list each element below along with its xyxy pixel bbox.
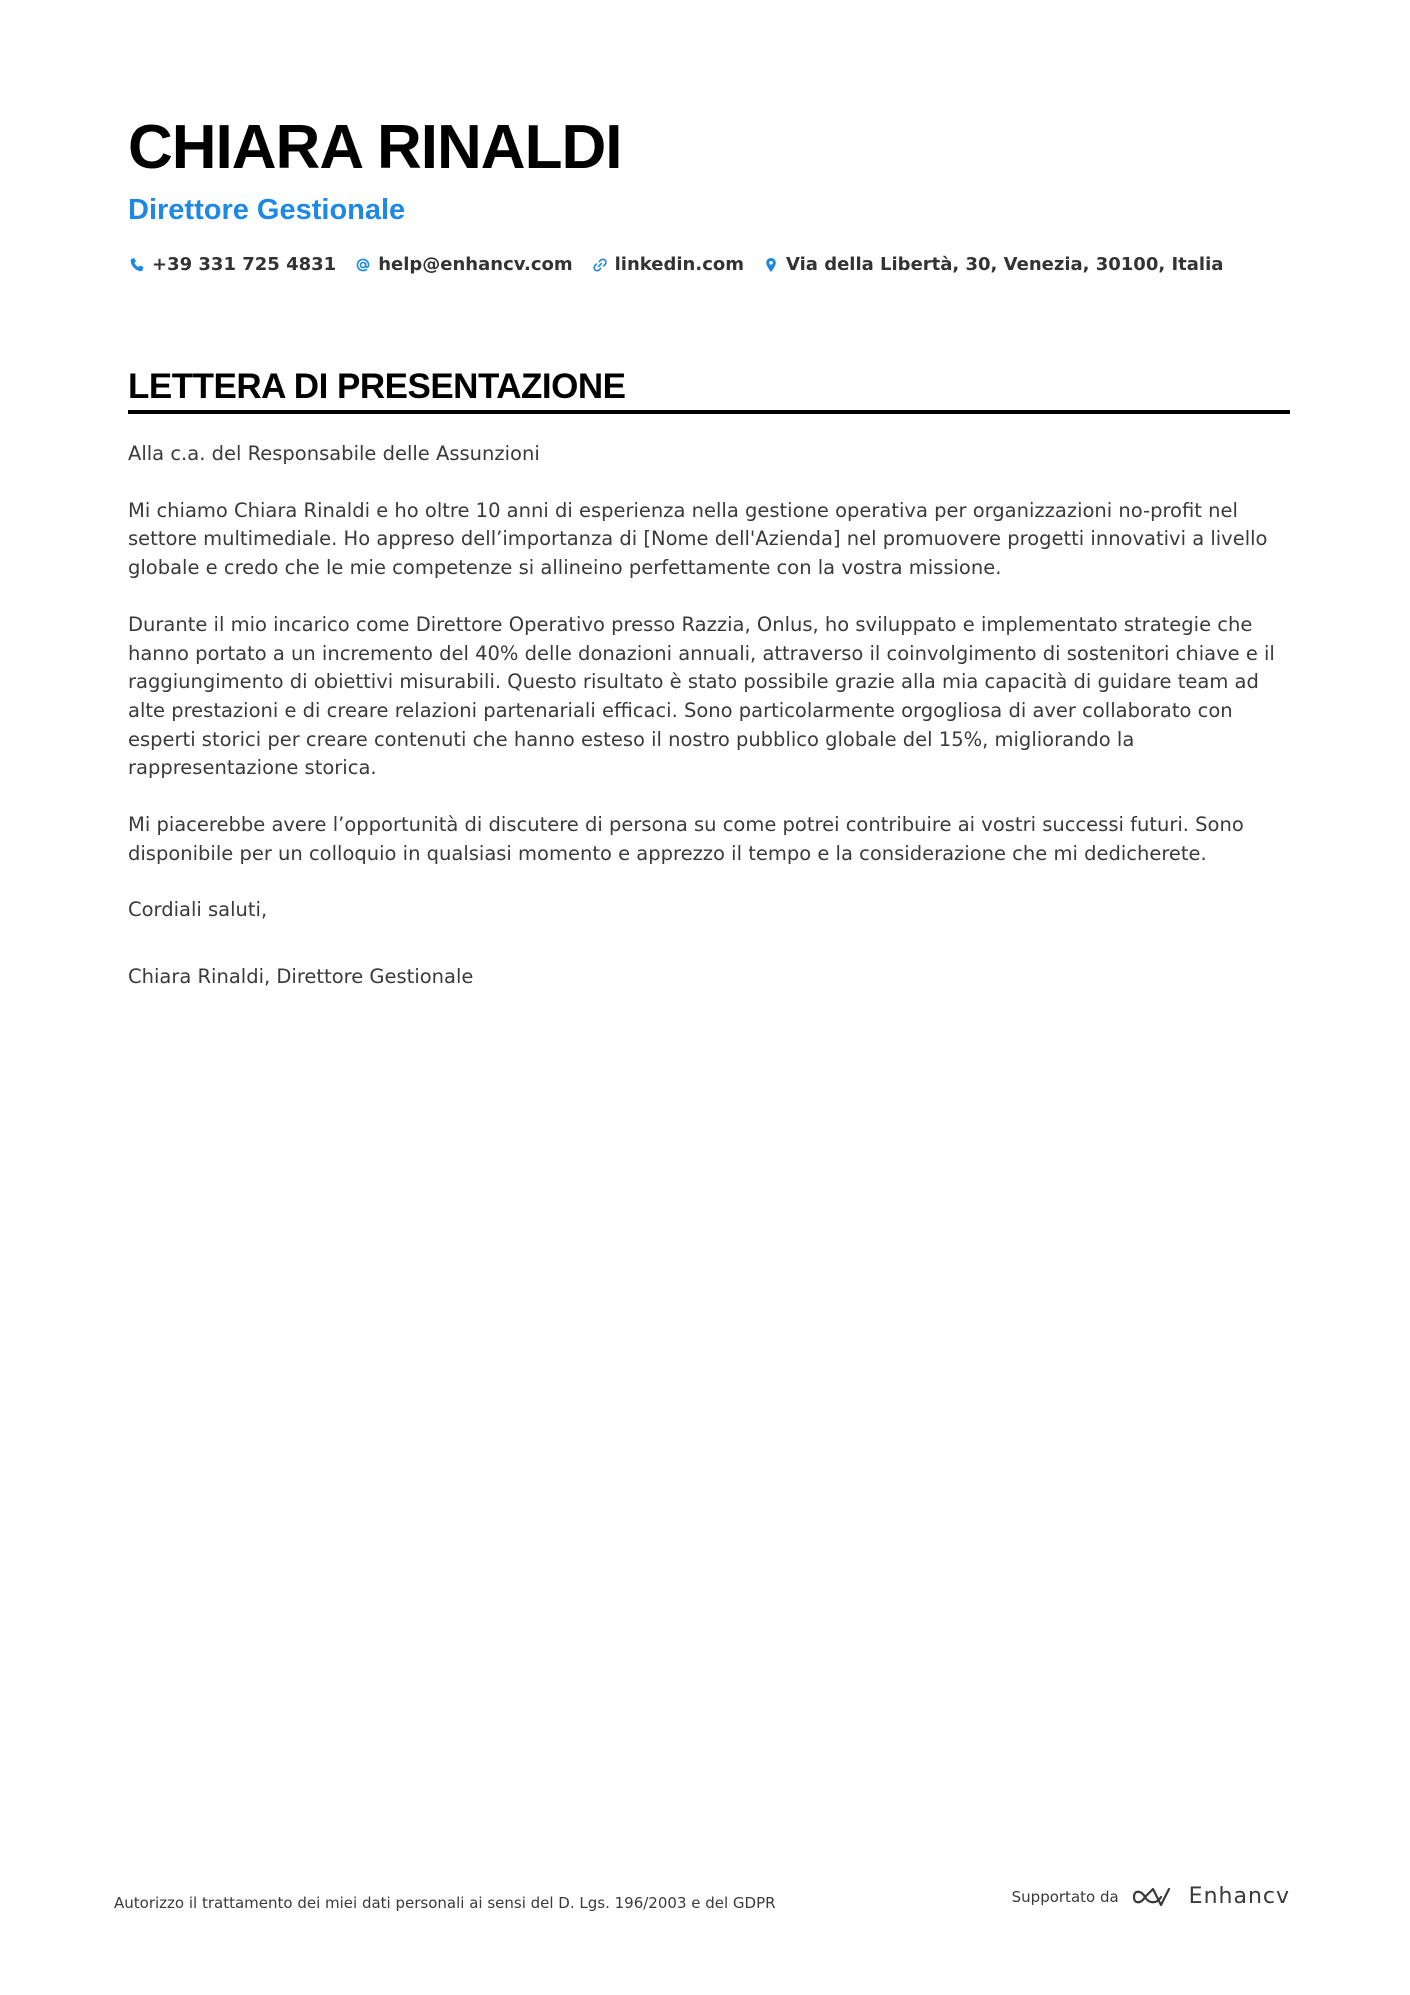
email-text: help@enhancv.com — [378, 254, 573, 275]
contact-phone[interactable] — [128, 254, 336, 275]
phone-text: +39 331 725 4831 — [152, 254, 337, 275]
contact-bar — [128, 254, 1241, 275]
letter-paragraph: Mi chiamo Chiara Rinaldi e ho oltre 10 anni di esperienza nella gestione operativa per organizzazioni no-profit nel settore multimediale. Ho appreso dell’importanza di [Nome dell'Azienda] nel promuovere progetti innovativi a livello globale e credo che le mie competenze si allineino perfettamente con la vostra missione. — [128, 498, 1268, 580]
letter-paragraph: Mi piacerebbe avere l’opportunità di discutere di persona su come potrei contribuire ai vostri successi futuri. Sono disponibile per un colloquio in qualsiasi momento e apprezzo il tempo e la considerazione che mi dedicherete. — [128, 813, 1244, 865]
linkedin-text: linkedin.com — [614, 254, 744, 275]
applicant-name: CHIARA RINALDI — [128, 113, 622, 182]
phone-icon — [128, 256, 146, 274]
footer-branding[interactable] — [1012, 1884, 1290, 1909]
link-icon — [591, 256, 609, 274]
letter-body — [128, 440, 1290, 1020]
privacy-consent: Autorizzo il trattamento dei miei dati personali ai sensi del D. Lgs. 196/2003 e del GDPR — [114, 1894, 776, 1912]
section-title: LETTERA DI PRESENTAZIONE — [128, 367, 626, 406]
supported-by-label: Supportato da — [1011, 1887, 1119, 1906]
at-icon — [354, 256, 372, 274]
contact-address — [762, 254, 1223, 275]
letter-signature: Chiara Rinaldi, Direttore Gestionale — [128, 965, 474, 989]
contact-linkedin[interactable] — [591, 254, 744, 275]
enhancv-logo-icon — [1131, 1885, 1177, 1909]
letter-paragraph: Durante il mio incarico come Direttore Operativo presso Razzia, Onlus, ho sviluppato e implementato strategie che hanno portato a un incremento del 40% delle donazioni annuali, attraverso il coinvolgimento di sostenitori chiave e il raggiungimento di obiettivi misurabili. Questo risultato è stato possibile grazie alla mia capacità di guidare team ad alte prestazioni e di creare relazioni partenariali efficaci. Sono particolarmente orgogliosa di aver collaborato con esperti storici per creare contenuti che hanno esteso il nostro pubblico globale del 15%, migliorando la rappresentazione storica. — [128, 612, 1275, 780]
letter-greeting: Alla c.a. del Responsabile delle Assunzioni — [128, 442, 540, 465]
location-pin-icon — [762, 256, 780, 274]
address-text: Via della Libertà, 30, Venezia, 30100, Italia — [786, 254, 1224, 275]
applicant-role: Direttore Gestionale — [128, 194, 406, 226]
section-divider — [128, 410, 1290, 414]
contact-email[interactable] — [354, 254, 572, 275]
letter-closing: Cordiali saluti, — [128, 898, 268, 922]
brand-name: Enhancv — [1188, 1884, 1290, 1909]
